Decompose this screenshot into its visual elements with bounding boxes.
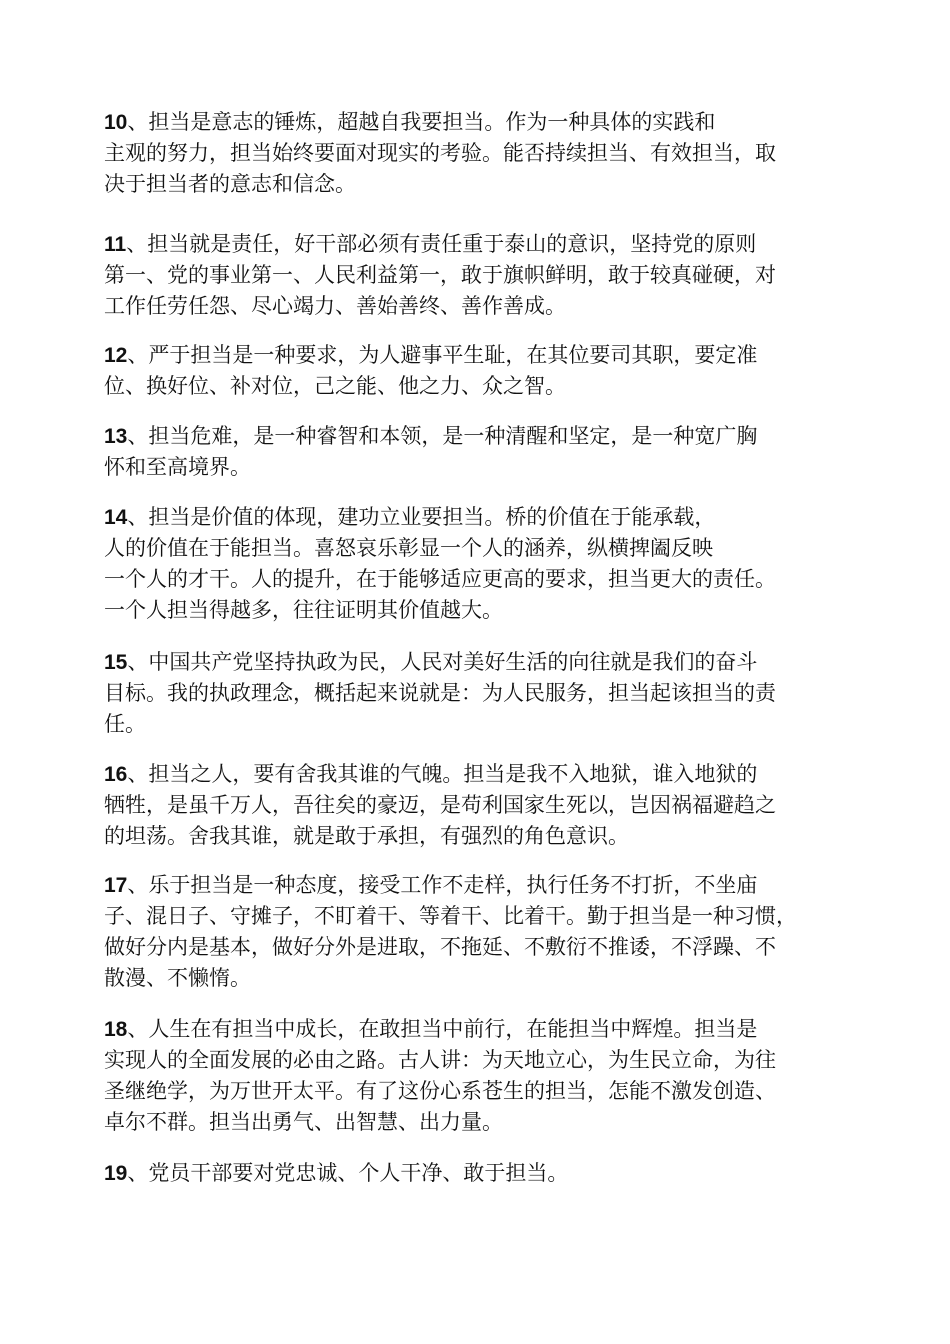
- paragraph-15: [104, 647, 874, 740]
- paragraph-line: 做好分内是基本，做好分外是进取，不拖延、不敷衍不推诿，不浮躁、不: [104, 935, 776, 959]
- paragraph-line: [104, 502, 874, 533]
- paragraph-line: 位、换好位、补对位，己之能、他之力、众之智。: [104, 374, 566, 398]
- paragraph-number: 17: [104, 874, 128, 897]
- paragraph-14: [104, 502, 874, 626]
- paragraph-18: [104, 1014, 874, 1138]
- paragraph-17: [104, 870, 874, 994]
- paragraph-10: [104, 107, 874, 200]
- paragraph-11: [104, 229, 874, 322]
- paragraph-line: [104, 870, 874, 901]
- paragraph-line: 牺牲，是虽千万人，吾往矣的豪迈，是苟利国家生死以，岂因祸福避趋之: [104, 793, 776, 817]
- paragraph-text: 、人生在有担当中成长，在敢担当中前行，在能担当中辉煌。担当是: [127, 1017, 758, 1041]
- paragraph-text: 、担当是价值的体现，建功立业要担当。桥的价值在于能承载，: [127, 505, 716, 529]
- paragraph-line: 怀和至高境界。: [104, 455, 251, 479]
- paragraph-line: 决于担当者的意志和信念。: [104, 172, 356, 196]
- paragraph-text: 、担当就是责任，好干部必须有责任重于泰山的意识，坚持党的原则: [126, 232, 757, 256]
- paragraph-line: 散漫、不懒惰。: [104, 966, 251, 990]
- paragraph-number: 15: [104, 651, 128, 674]
- paragraph-number: 13: [104, 425, 128, 448]
- paragraph-line: 的坦荡。舍我其谁，就是敢于承担，有强烈的角色意识。: [104, 824, 629, 848]
- paragraph-16: [104, 759, 874, 852]
- paragraph-line: 一个人担当得越多，往往证明其价值越大。: [104, 598, 503, 622]
- paragraph-line: 目标。我的执政理念，概括起来说就是：为人民服务，担当起该担当的责: [104, 681, 776, 705]
- paragraph-line: 第一、党的事业第一、人民利益第一，敢于旗帜鲜明，敢于较真碰硬，对: [104, 263, 776, 287]
- paragraph-line: [104, 107, 874, 138]
- paragraph-text: 、担当危难，是一种睿智和本领，是一种清醒和坚定，是一种宽广胸: [127, 424, 758, 448]
- paragraph-number: 12: [104, 344, 128, 367]
- paragraph-number: 16: [104, 763, 128, 786]
- paragraph-line: [104, 340, 874, 371]
- paragraph-number: 19: [104, 1162, 128, 1185]
- paragraph-number: 18: [104, 1018, 128, 1041]
- paragraph-text: 、党员干部要对党忠诚、个人干净、敢于担当。: [127, 1161, 569, 1185]
- paragraph-19: [104, 1158, 874, 1189]
- paragraph-text: 、乐于担当是一种态度，接受工作不走样，执行任务不打折，不坐庙: [127, 873, 758, 897]
- paragraph-line: 人的价值在于能担当。喜怒哀乐彰显一个人的涵养，纵横捭阖反映: [104, 536, 713, 560]
- paragraph-number: 14: [104, 506, 128, 529]
- paragraph-line: [104, 1158, 874, 1189]
- paragraph-text: 、严于担当是一种要求，为人避事平生耻，在其位要司其职，要定准: [127, 343, 758, 367]
- paragraph-line: 子、混日子、守摊子，不盯着干、等着干、比着干。勤于担当是一种习惯，: [104, 904, 797, 928]
- paragraph-line: [104, 1014, 874, 1045]
- paragraph-13: [104, 421, 874, 483]
- paragraph-line: 圣继绝学，为万世开太平。有了这份心系苍生的担当，怎能不激发创造、: [104, 1079, 776, 1103]
- paragraph-line: [104, 647, 874, 678]
- paragraph-line: [104, 759, 874, 790]
- paragraph-line: 卓尔不群。担当出勇气、出智慧、出力量。: [104, 1110, 503, 1134]
- paragraph-text: 、中国共产党坚持执政为民，人民对美好生活的向往就是我们的奋斗: [127, 650, 758, 674]
- paragraph-12: [104, 340, 874, 402]
- paragraph-text: 、担当之人，要有舍我其谁的气魄。担当是我不入地狱，谁入地狱的: [127, 762, 758, 786]
- paragraph-line: 主观的努力，担当始终要面对现实的考验。能否持续担当、有效担当，取: [104, 141, 776, 165]
- paragraph-line: 任。: [104, 712, 146, 736]
- paragraph-line: [104, 229, 874, 260]
- paragraph-number: 11: [104, 233, 127, 256]
- paragraph-line: 一个人的才干。人的提升，在于能够适应更高的要求，担当更大的责任。: [104, 567, 776, 591]
- paragraph-line: [104, 421, 874, 452]
- paragraph-line: 实现人的全面发展的必由之路。古人讲：为天地立心，为生民立命，为往: [104, 1048, 776, 1072]
- paragraph-line: 工作任劳任怨、尽心竭力、善始善终、善作善成。: [104, 294, 566, 318]
- paragraph-number: 10: [104, 111, 128, 134]
- paragraph-text: 、担当是意志的锤炼，超越自我要担当。作为一种具体的实践和: [127, 110, 716, 134]
